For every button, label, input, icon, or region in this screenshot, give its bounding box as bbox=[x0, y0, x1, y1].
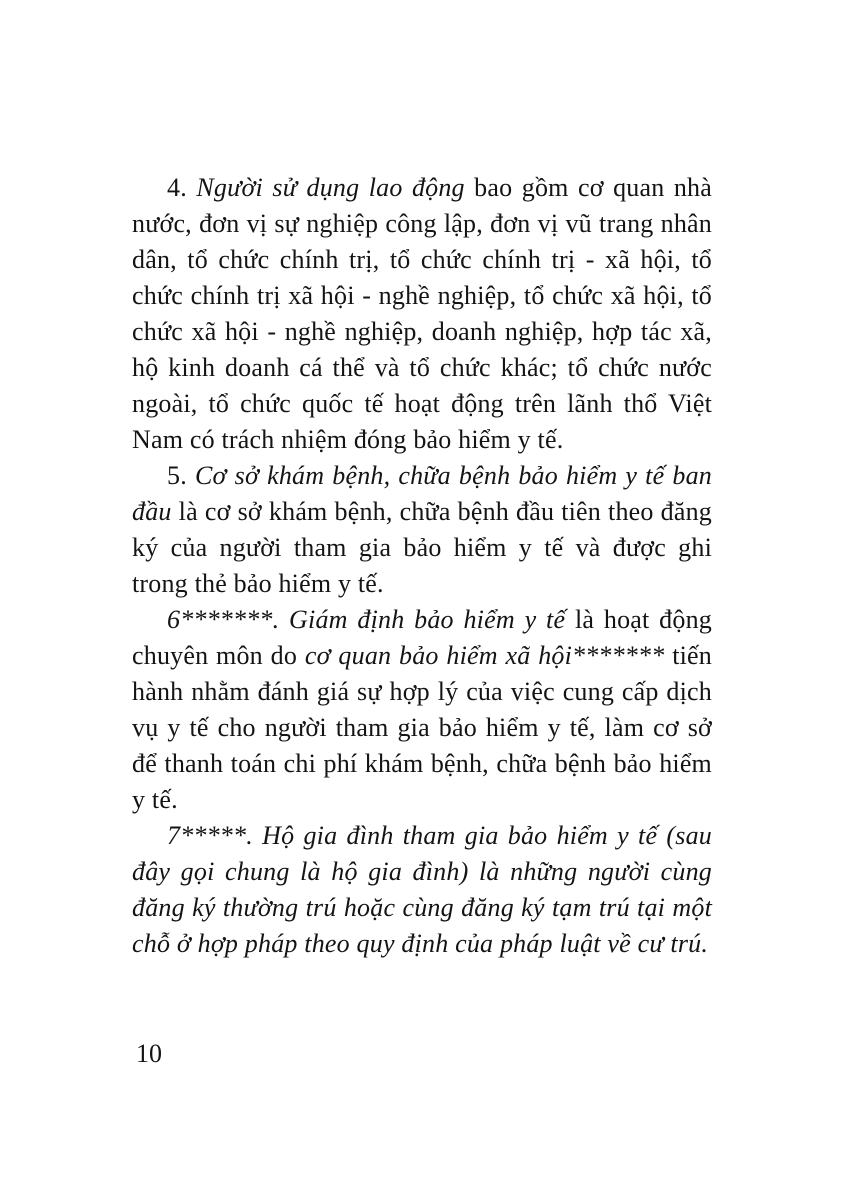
text-block bbox=[132, 170, 712, 962]
clause-4-defined-term: Người sử dụng lao động bbox=[196, 173, 465, 202]
clause-6-body-part-2: tiến hành nhằm đánh giá sự hợp lý của việc cung cấp dịch vụ y tế cho người tham gia bảo hiểm y tế, làm cơ sở để thanh toán chi phí khám bệnh, chữa bệnh bảo hiểm y tế. bbox=[132, 641, 712, 814]
clause-6-emphasized-term: cơ quan bảo hiểm xã hội******* bbox=[304, 641, 665, 670]
paragraph-clause-7 bbox=[132, 818, 712, 962]
clause-5-body: là cơ sở khám bệnh, chữa bệnh đầu tiên theo đăng ký của người tham gia bảo hiểm y tế và được ghi trong thẻ bảo hiểm y tế. bbox=[132, 497, 712, 598]
clause-4-number: 4. bbox=[167, 173, 197, 202]
paragraph-clause-6 bbox=[132, 602, 712, 818]
paragraph-clause-5 bbox=[132, 458, 712, 602]
clause-5-number: 5. bbox=[167, 461, 195, 490]
paragraph-clause-4 bbox=[132, 170, 712, 458]
clause-6-number-and-term: 6*******. Giám định bảo hiểm y tế bbox=[167, 605, 566, 634]
clause-5-defined-term: Cơ sở khám bệnh, chữa bệnh bảo hiểm y tế ban đầu bbox=[132, 461, 712, 526]
page-number: 10 bbox=[136, 1039, 162, 1068]
clause-4-body: bao gồm cơ quan nhà nước, đơn vị sự nghiệp công lập, đơn vị vũ trang nhân dân, tổ chức chính trị, tổ chức chính trị - xã hội, tổ chức chính trị xã hội - nghề nghiệp, tổ chức xã hội, tổ chức xã hội - nghề nghiệp, doanh nghiệp, hợp tác xã, hộ kinh doanh cá thể và tổ chức khác; tổ chức nước ngoài, tổ chức quốc tế hoạt động trên lãnh thổ Việt Nam có trách nhiệm đóng bảo hiểm y tế. bbox=[132, 173, 712, 454]
clause-7-full-text: 7*****. Hộ gia đình tham gia bảo hiểm y tế (sau đây gọi chung là hộ gia đình) là những người cùng đăng ký thường trú hoặc cùng đăng ký tạm trú tại một chỗ ở hợp pháp theo quy định của pháp luật về cư trú. bbox=[132, 821, 712, 958]
clause-6-body-part-1: là hoạt động chuyên môn do bbox=[132, 605, 712, 670]
